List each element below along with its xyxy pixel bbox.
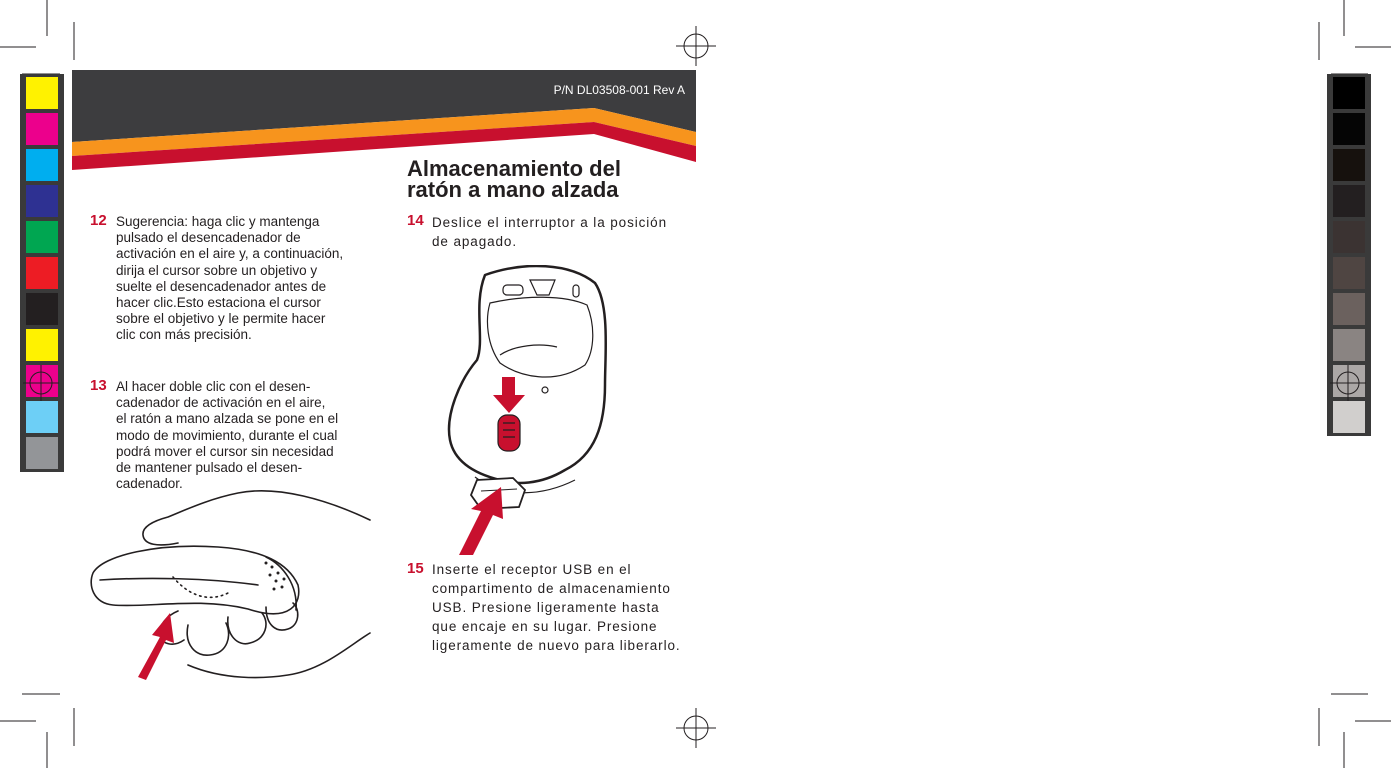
step-text: Inserte el receptor USB en el compartimento de almacenamiento USB. Presione ligeramente hasta que encaje en su lugar. Presione ligeramente de nuevo para liberarlo. [432,562,681,653]
swatch [26,401,58,433]
swatch [26,329,58,361]
swatch [1333,185,1365,217]
color-bar-left [20,74,64,472]
page-title: Almacenamiento del ratón a mano alzada [407,156,621,202]
swatch [1333,149,1365,181]
registration-mark-icon [1328,363,1368,403]
swatch [1333,113,1365,145]
swatch [26,77,58,109]
hand-mouse-illustration [88,485,378,680]
registration-mark-icon [21,363,61,403]
mouse-storage-illustration [445,265,620,555]
step-text: Sugerencia: haga clic y mantenga pulsado el desencadenador de activación en el aire y, a continuación, dirija el cursor sobre un objetivo y suelte el desencadenador antes de hacer clic.Esto estaciona el cursor sobre el objetivo y le permite hacer clic con más precisión. [116,214,344,343]
registration-mark-icon [676,26,716,66]
part-number: P/N DL03508-001 Rev A [553,83,685,97]
swatch [1333,293,1365,325]
swatch [1333,329,1365,361]
step-text: Deslice el interruptor a la posición de apagado. [432,215,667,249]
step-number: 15 [407,560,424,577]
swatch [1333,77,1365,109]
step-number: 12 [90,212,107,229]
swatch [1333,257,1365,289]
swatch [26,185,58,217]
swatch [26,437,58,469]
swatch [26,257,58,289]
swatch [26,293,58,325]
step-number: 13 [90,377,107,394]
swatch [1333,401,1365,433]
swatch [26,113,58,145]
registration-mark-icon [676,708,716,748]
step-number: 14 [407,212,424,229]
swatch [26,149,58,181]
step-text: Al hacer doble clic con el desen- cadenador de activación en el aire, el ratón a mano alzada se pone en el modo de movimiento, durante el cual podrá mover el cursor sin necesidad de mantener pulsado el desen- cadenador. [116,379,339,492]
swatch [26,221,58,253]
swatch [1333,221,1365,253]
